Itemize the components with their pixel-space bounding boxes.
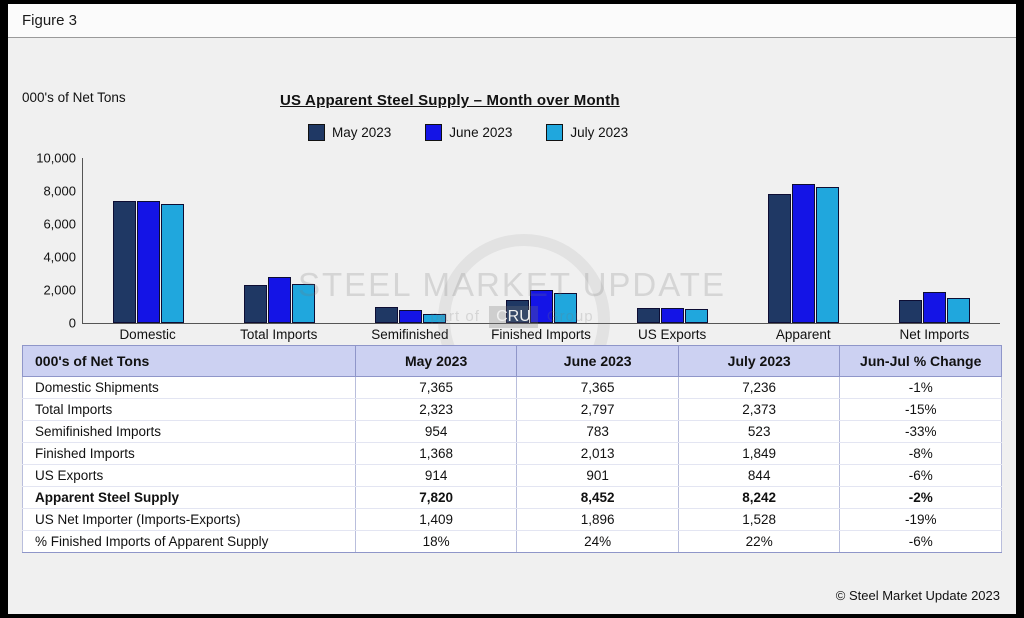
- legend-swatch-july: [546, 124, 563, 141]
- legend-swatch-june: [425, 124, 442, 141]
- chart-title: US Apparent Steel Supply – Month over Month: [280, 92, 620, 109]
- cell-july: 1,528: [678, 509, 840, 531]
- table-body: [23, 377, 1002, 553]
- bar-group-domestic-shipments: [83, 158, 214, 323]
- bar-july[interactable]: [292, 284, 315, 323]
- cell-june: 8,452: [517, 487, 679, 509]
- bar-may[interactable]: [637, 308, 660, 323]
- bar-group-total-imports: [214, 158, 345, 323]
- watermark-cru-badge: CRU: [489, 306, 538, 328]
- watermark-text: STEEL MARKET UPDATE: [298, 266, 726, 303]
- bar-july[interactable]: [423, 314, 446, 323]
- bar-july[interactable]: [161, 204, 184, 323]
- table-row: [23, 465, 1002, 487]
- cell-may: 7,365: [355, 377, 517, 399]
- cell-label: % Finished Imports of Apparent Supply: [23, 531, 356, 553]
- bar-group-semifinished-imports: [345, 158, 476, 323]
- cell-july: 8,242: [678, 487, 840, 509]
- cell-june: 1,896: [517, 509, 679, 531]
- cell-may: 954: [355, 421, 517, 443]
- cell-may: 2,323: [355, 399, 517, 421]
- cell-change: -19%: [840, 509, 1002, 531]
- watermark-sub-right: Group: [546, 307, 594, 325]
- cell-label: US Net Importer (Imports-Exports): [23, 509, 356, 531]
- cell-june: 901: [517, 465, 679, 487]
- column-header-change: Jun-Jul % Change: [840, 346, 1002, 377]
- x-axis-label-line1: Net Imports: [899, 327, 970, 342]
- cell-label: Finished Imports: [23, 443, 356, 465]
- table-row: [23, 443, 1002, 465]
- bar-july[interactable]: [816, 187, 839, 323]
- figure-label: Figure 3: [22, 12, 78, 29]
- bar-june[interactable]: [137, 201, 160, 323]
- cell-label: Semifinished Imports: [23, 421, 356, 443]
- x-axis-label-line1: Apparent: [775, 327, 831, 342]
- y-axis-tick: 4,000: [43, 249, 76, 265]
- bar-groups: [83, 158, 1000, 323]
- cell-change: -6%: [840, 465, 1002, 487]
- cell-label: Total Imports: [23, 399, 356, 421]
- x-axis-label-line1: Semifinished: [371, 327, 449, 342]
- legend-label-may: May 2023: [332, 125, 392, 140]
- cell-july: 7,236: [678, 377, 840, 399]
- cell-june: 7,365: [517, 377, 679, 399]
- column-header-june: June 2023: [517, 346, 679, 377]
- cell-june: 783: [517, 421, 679, 443]
- cell-change: -8%: [840, 443, 1002, 465]
- y-axis-tick: 8,000: [43, 183, 76, 199]
- figure-container: [8, 4, 1016, 614]
- cell-change: -2%: [840, 487, 1002, 509]
- legend-label-july: July 2023: [570, 125, 629, 140]
- legend-swatch-may: [308, 124, 325, 141]
- chart-plot-area: [36, 150, 1000, 331]
- bar-group-finished-imports: [476, 158, 607, 323]
- x-axis-label-line1: US Exports: [637, 327, 707, 342]
- bar-may[interactable]: [113, 201, 136, 323]
- x-axis-label-line1: Total Imports: [240, 327, 318, 342]
- cell-july: 22%: [678, 531, 840, 553]
- bar-group-apparent-steel-supply: [738, 158, 869, 323]
- cell-change: -1%: [840, 377, 1002, 399]
- bar-june[interactable]: [399, 310, 422, 323]
- legend-item[interactable]: [425, 124, 512, 141]
- chart-units-label: 000's of Net Tons: [22, 90, 126, 105]
- cell-label: Domestic Shipments: [23, 377, 356, 399]
- table-row: [23, 509, 1002, 531]
- bar-july[interactable]: [554, 293, 577, 324]
- legend-label-june: June 2023: [449, 125, 513, 140]
- bar-june[interactable]: [661, 308, 684, 323]
- bar-may[interactable]: [375, 307, 398, 323]
- bar-june[interactable]: [792, 184, 815, 323]
- y-axis-tick: 0: [68, 315, 76, 331]
- figure-header: [8, 4, 1016, 38]
- bar-group-us-exports: [607, 158, 738, 323]
- bar-june[interactable]: [923, 292, 946, 323]
- y-axis-tick: 6,000: [43, 216, 76, 232]
- cell-june: 2,013: [517, 443, 679, 465]
- table-row: [23, 487, 1002, 509]
- bar-chart: [8, 38, 1016, 342]
- bar-july[interactable]: [947, 298, 970, 323]
- data-table: [22, 345, 1002, 553]
- legend-item[interactable]: [546, 124, 628, 141]
- cell-may: 7,820: [355, 487, 517, 509]
- y-axis-tick: 10,000: [36, 150, 76, 166]
- cell-june: 2,797: [517, 399, 679, 421]
- cell-label: Apparent Steel Supply: [23, 487, 356, 509]
- bar-june[interactable]: [530, 290, 553, 323]
- cell-july: 2,373: [678, 399, 840, 421]
- bar-may[interactable]: [244, 285, 267, 323]
- cell-change: -33%: [840, 421, 1002, 443]
- table-header-row: [23, 346, 1002, 377]
- bar-may[interactable]: [768, 194, 791, 323]
- chart-legend: [308, 124, 628, 141]
- table-head: [23, 346, 1002, 377]
- cell-change: -15%: [840, 399, 1002, 421]
- bar-group-net-imports: [869, 158, 1000, 323]
- cell-change: -6%: [840, 531, 1002, 553]
- column-header-may: May 2023: [355, 346, 517, 377]
- bar-may[interactable]: [506, 300, 529, 323]
- column-header-july: July 2023: [678, 346, 840, 377]
- cell-july: 1,849: [678, 443, 840, 465]
- x-axis-label-line1: Domestic: [119, 327, 176, 342]
- copyright-notice: © Steel Market Update 2023: [835, 588, 1000, 603]
- x-axis-label-line1: Finished Imports: [491, 327, 591, 342]
- cell-may: 1,368: [355, 443, 517, 465]
- column-header-label: 000's of Net Tons: [23, 346, 356, 377]
- watermark-sub-left: part of: [430, 307, 480, 325]
- table-row: [23, 421, 1002, 443]
- bar-july[interactable]: [685, 309, 708, 323]
- cell-may: 1,409: [355, 509, 517, 531]
- cell-may: 914: [355, 465, 517, 487]
- cell-label: US Exports: [23, 465, 356, 487]
- bar-june[interactable]: [268, 277, 291, 323]
- data-table-container: [22, 345, 1002, 553]
- y-axis-tick: 2,000: [43, 282, 76, 298]
- table-row: [23, 399, 1002, 421]
- cell-may: 18%: [355, 531, 517, 553]
- cell-june: 24%: [517, 531, 679, 553]
- table-row: [23, 377, 1002, 399]
- table-row: [23, 531, 1002, 553]
- cell-july: 844: [678, 465, 840, 487]
- cell-july: 523: [678, 421, 840, 443]
- bar-may[interactable]: [899, 300, 922, 323]
- legend-item[interactable]: [308, 124, 391, 141]
